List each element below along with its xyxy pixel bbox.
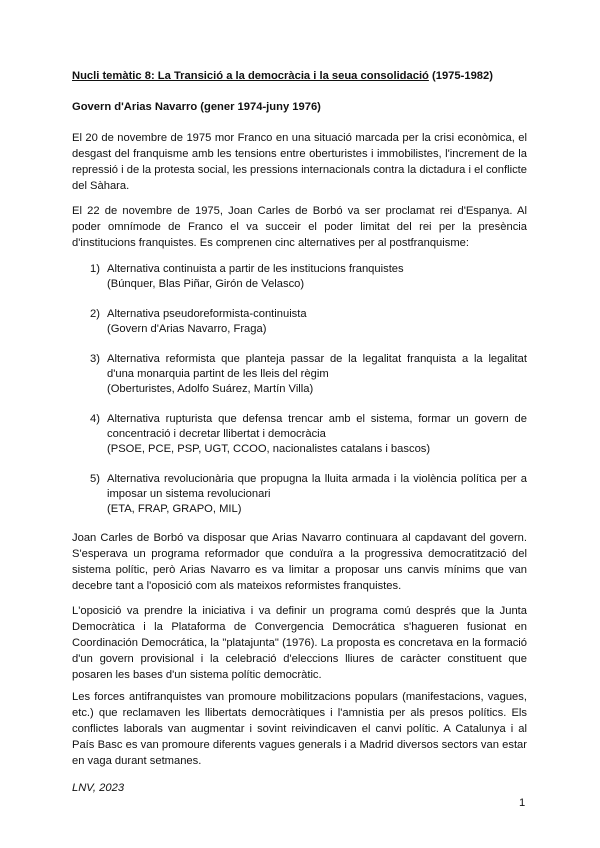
paragraph-mobilizations: Les forces antifranquistes van promoure mobilitzacions populars (manifestacions, vagues, etc.) que reclamaven les llibertats democràtiques i l'amnistia per als presos polítics. Els conflictes laborals van augmentar i sovint reivindicaven el canvi polític. A Catalunya i al País Basc es van promoure diferents vagues generals i a Madrid diversos sectors van estar en vaga durant setmanes. [72,691,527,767]
list-item-number: 3) [90,353,100,365]
footer-author: LNV, 2023 [72,782,125,794]
page-number: 1 [519,797,526,809]
list-item [72,262,527,292]
paragraph-proclamation: El 22 de novembre de 1975, Joan Carles de Borbó va ser proclamat rei d'Espanya. Al poder omnímode de Franco el va succeir el poder limitat del rei per la presència d'institucions franquistes. Es comprenen cinc alternatives per al postfranquisme: [72,205,527,249]
paragraph-opposition: L'oposició va prendre la iniciativa i va definir un programa comú després que la Junta Democràtica i la Plataforma de Convergencia Democrática s'hagueren fusionat en Coordinación Democrática, la "platajunta" (1976). La proposta es concretava en la formació d'un govern provisional i la celebració d'eleccions lliures de caràcter constituent que posaren les bases d'un sistema polític democràtic. [72,605,527,681]
list-item [72,352,527,397]
list-item [72,472,527,517]
list-item [72,412,527,457]
list-item-examples: (PSOE, PCE, PSP, UGT, CCOO, nacionalistes catalans i bascos) [107,443,431,455]
page-title [72,70,493,82]
section-heading: Govern d'Arias Navarro (gener 1974-juny 1976) [72,101,321,113]
paragraph-arias-government: Joan Carles de Borbó va disposar que Arias Navarro continuara al capdavant del govern. S'esperava un programa reformador que conduïra a la progressiva democratització del sistema polític, però Arias Navarro es va limitar a proposar uns canvis mínims que van decebre tant a l'oposició com als mateixos reformistes franquistes. [72,532,527,592]
list-item-examples: (ETA, FRAP, GRAPO, MIL) [107,503,242,515]
alternatives-list [72,262,527,532]
list-item [72,307,527,337]
list-item-number: 2) [90,308,100,320]
list-item-examples: (Govern d'Arias Navarro, Fraga) [107,323,267,335]
list-item-description: Alternativa pseudoreformista-continuista [107,308,307,320]
list-item-description: Alternativa revolucionària que propugna la lluita armada i la violència política per a imposar un sistema revolucionari [107,473,527,500]
list-item-number: 4) [90,413,100,425]
title-main: Nucli temàtic 8: La Transició a la democràcia i la seua consolidació [72,70,429,82]
list-item-number: 5) [90,473,100,485]
list-item-description: Alternativa continuista a partir de les institucions franquistes [107,263,404,275]
list-item-number: 1) [90,263,100,275]
list-item-description: Alternativa reformista que planteja passar de la legalitat franquista a la legalitat d'una monarquia partint de les lleis del règim [107,353,527,380]
list-item-description: Alternativa rupturista que defensa trencar amb el sistema, formar un govern de concentració i decretar llibertat i democràcia [107,413,527,440]
title-dates: (1975-1982) [428,70,493,82]
list-item-examples: (Oberturistes, Adolfo Suárez, Martín Villa) [107,383,314,395]
paragraph-intro: El 20 de novembre de 1975 mor Franco en una situació marcada per la crisi econòmica, el desgast del franquisme amb les tensions entre oberturistes i immobilistes, l'increment de la repressió i de la protesta social, les pressions internacionals contra la dictadura i el conflicte del Sàhara. [72,132,527,192]
list-item-examples: (Búnquer, Blas Piñar, Girón de Velasco) [107,278,305,290]
